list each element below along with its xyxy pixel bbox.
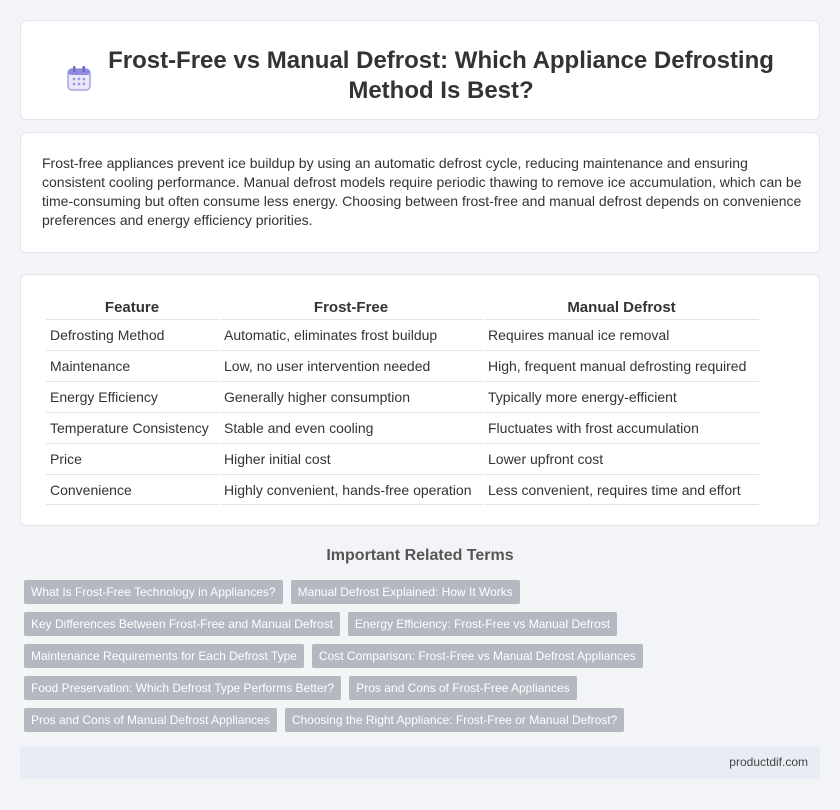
related-term-link[interactable]: Key Differences Between Frost-Free and Manual Defrost bbox=[24, 612, 340, 636]
table-row bbox=[46, 319, 759, 350]
table-cell: Energy Efficiency bbox=[46, 381, 218, 412]
related-term-link[interactable]: Maintenance Requirements for Each Defrost Type bbox=[24, 644, 304, 668]
intro-card bbox=[20, 132, 820, 253]
table-cell: Low, no user intervention needed bbox=[220, 350, 482, 381]
related-terms-title: Important Related Terms bbox=[326, 547, 514, 564]
intro-paragraph: Frost-free appliances prevent ice buildup by using an automatic defrost cycle, reducing maintenance and ensuring consistent cooling performance. Manual defrost models require periodic thawing to remove ice accumulation, which can be time-consuming but often consume less energy. Choosing between frost-free and manual defrost depends on convenience preferences and energy efficiency priorities. bbox=[42, 155, 802, 228]
table-cell: Maintenance bbox=[46, 350, 218, 381]
table-cell: Price bbox=[46, 443, 218, 474]
table-cell: Fluctuates with frost accumulation bbox=[484, 412, 759, 443]
table-row bbox=[46, 350, 759, 381]
tag-row bbox=[24, 580, 804, 604]
table-cell: Convenience bbox=[46, 474, 218, 505]
related-term-link[interactable]: Manual Defrost Explained: How It Works bbox=[291, 580, 520, 604]
table-cell: Defrosting Method bbox=[46, 319, 218, 350]
tag-row bbox=[24, 644, 804, 668]
table-cell: Higher initial cost bbox=[220, 443, 482, 474]
page-title: Frost-Free vs Manual Defrost: Which Appliance Defrosting Method Is Best? bbox=[108, 47, 774, 104]
table-cell: Less convenient, requires time and effort bbox=[484, 474, 759, 505]
header-manual-defrost: Manual Defrost bbox=[567, 298, 676, 316]
header-card bbox=[20, 20, 820, 120]
footer bbox=[20, 746, 820, 779]
table-cell: Automatic, eliminates frost buildup bbox=[220, 319, 482, 350]
related-term-link[interactable]: Cost Comparison: Frost-Free vs Manual Defrost Appliances bbox=[312, 644, 643, 668]
related-terms-list bbox=[24, 580, 804, 740]
table-cell: Temperature Consistency bbox=[46, 412, 218, 443]
header-feature: Feature bbox=[104, 298, 160, 316]
tag-row bbox=[24, 708, 804, 732]
table-row bbox=[46, 474, 759, 505]
table-cell: High, frequent manual defrosting required bbox=[484, 350, 759, 381]
related-term-link[interactable]: Energy Efficiency: Frost-Free vs Manual Defrost bbox=[348, 612, 617, 636]
table-row bbox=[46, 412, 759, 443]
table-cell: Highly convenient, hands-free operation bbox=[220, 474, 482, 505]
calendar-icon bbox=[67, 65, 93, 93]
related-term-link[interactable]: What Is Frost-Free Technology in Appliances? bbox=[24, 580, 283, 604]
related-term-link[interactable]: Choosing the Right Appliance: Frost-Free or Manual Defrost? bbox=[285, 708, 625, 732]
table-row bbox=[46, 443, 759, 474]
tag-row bbox=[24, 676, 804, 700]
comparison-card bbox=[20, 274, 820, 526]
header-frost-free: Frost-Free bbox=[313, 298, 389, 316]
table-row bbox=[46, 381, 759, 412]
table-cell: Requires manual ice removal bbox=[484, 319, 759, 350]
related-term-link[interactable]: Food Preservation: Which Defrost Type Performs Better? bbox=[24, 676, 341, 700]
comparison-table bbox=[44, 295, 761, 505]
table-header-row bbox=[46, 295, 759, 319]
tag-row bbox=[24, 612, 804, 636]
table-cell: Stable and even cooling bbox=[220, 412, 482, 443]
related-term-link[interactable]: Pros and Cons of Manual Defrost Appliances bbox=[24, 708, 277, 732]
table-cell: Lower upfront cost bbox=[484, 443, 759, 474]
related-term-link[interactable]: Pros and Cons of Frost-Free Appliances bbox=[349, 676, 576, 700]
table-cell: Typically more energy-efficient bbox=[484, 381, 759, 412]
footer-site-link[interactable]: productdif.com bbox=[729, 755, 808, 769]
table-cell: Generally higher consumption bbox=[220, 381, 482, 412]
